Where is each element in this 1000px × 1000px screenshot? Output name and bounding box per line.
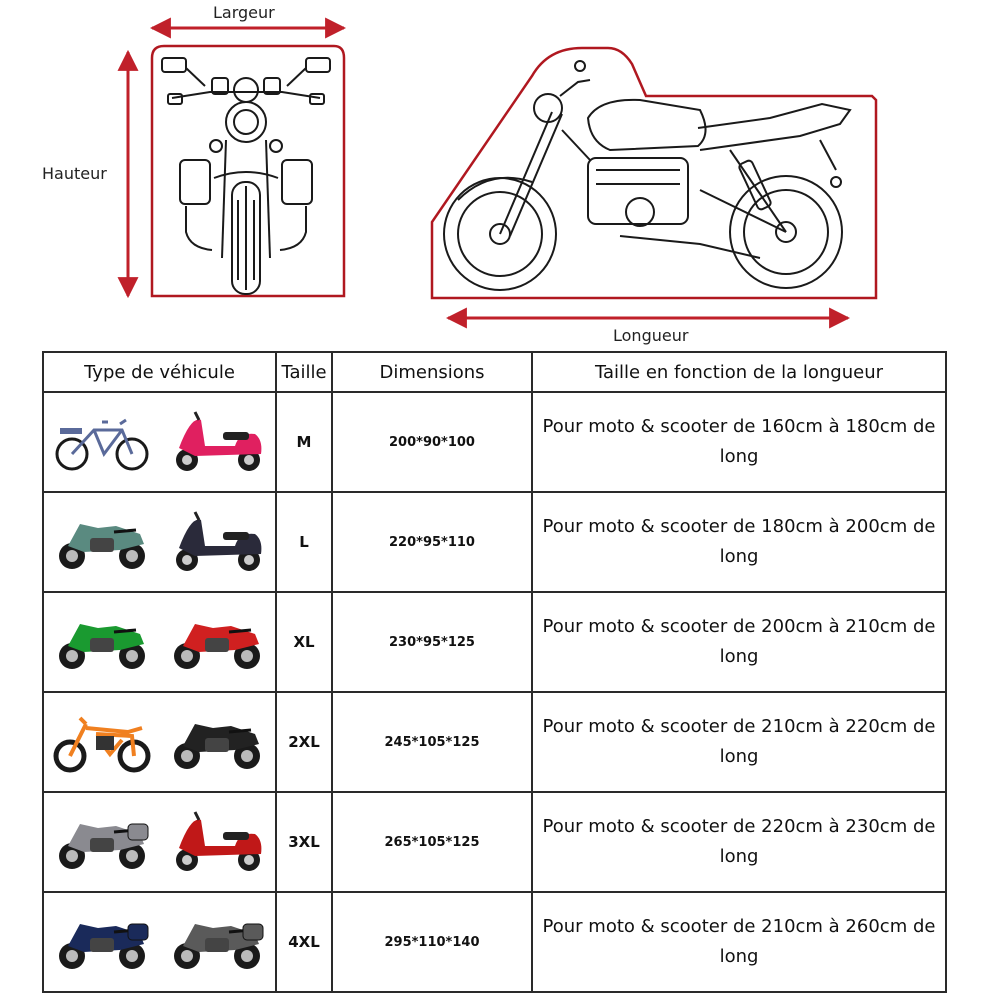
vehicle-thumbnails <box>44 794 275 890</box>
length-fit-cell: Pour moto & scooter de 200cm à 210cm de long <box>532 592 946 692</box>
header-dimensions: Dimensions <box>332 352 532 392</box>
maxi-scooter-icon <box>165 810 269 874</box>
table-row <box>43 892 946 992</box>
dimensions-cell: 230*95*125 <box>332 592 532 692</box>
length-fit-cell: Pour moto & scooter de 220cm à 230cm de long <box>532 792 946 892</box>
front-motorcycle-illustration <box>162 58 330 294</box>
scooter-icon <box>165 410 269 474</box>
table-row <box>43 492 946 592</box>
table-row <box>43 592 946 692</box>
vehicle-thumbnails <box>44 394 275 490</box>
dimensions-cell: 245*105*125 <box>332 692 532 792</box>
size-cell: XL <box>276 592 332 692</box>
length-fit-cell: Pour moto & scooter de 210cm à 220cm de long <box>532 692 946 792</box>
longueur-label: Longueur <box>613 326 689 345</box>
moped-icon <box>50 510 154 574</box>
dirt-bike-icon <box>50 710 154 774</box>
length-fit-cell: Pour moto & scooter de 210cm à 260cm de long <box>532 892 946 992</box>
cover-dimension-diagram <box>0 0 1000 350</box>
side-cover-outline <box>432 48 876 298</box>
vehicle-thumbnails <box>44 494 275 590</box>
length-fit-cell: Pour moto & scooter de 180cm à 200cm de long <box>532 492 946 592</box>
scooter-icon <box>165 510 269 574</box>
vehicle-type-cell <box>43 492 276 592</box>
vehicle-thumbnails <box>44 694 275 790</box>
size-cell: 3XL <box>276 792 332 892</box>
dimensions-cell: 295*110*140 <box>332 892 532 992</box>
bicycle-icon <box>50 410 154 474</box>
vehicle-type-cell <box>43 392 276 492</box>
hauteur-label: Hauteur <box>42 164 107 183</box>
header-vehicle-type: Type de véhicule <box>43 352 276 392</box>
cruiser-bike-icon <box>50 910 154 974</box>
vehicle-type-cell <box>43 792 276 892</box>
dimensions-cell: 220*95*110 <box>332 492 532 592</box>
dimensions-cell: 200*90*100 <box>332 392 532 492</box>
vehicle-type-cell <box>43 592 276 692</box>
size-chart-table <box>42 351 947 993</box>
size-cell: 4XL <box>276 892 332 992</box>
sport-bike-icon <box>50 610 154 674</box>
header-length-fit: Taille en fonction de la longueur <box>532 352 946 392</box>
vehicle-type-cell <box>43 692 276 792</box>
table-row <box>43 392 946 492</box>
touring-bike-icon <box>50 810 154 874</box>
header-size: Taille <box>276 352 332 392</box>
table-row <box>43 692 946 792</box>
dimensions-cell: 265*105*125 <box>332 792 532 892</box>
touring-bike-icon <box>165 910 269 974</box>
sport-bike-icon <box>165 610 269 674</box>
largeur-label: Largeur <box>213 3 275 22</box>
dimension-diagram-svg <box>0 0 1000 350</box>
naked-bike-icon <box>165 710 269 774</box>
vehicle-type-cell <box>43 892 276 992</box>
vehicle-thumbnails <box>44 894 275 990</box>
table-header-row <box>43 352 946 392</box>
vehicle-thumbnails <box>44 594 275 690</box>
size-cell: M <box>276 392 332 492</box>
size-cell: L <box>276 492 332 592</box>
size-cell: 2XL <box>276 692 332 792</box>
length-fit-cell: Pour moto & scooter de 160cm à 180cm de long <box>532 392 946 492</box>
table-row <box>43 792 946 892</box>
